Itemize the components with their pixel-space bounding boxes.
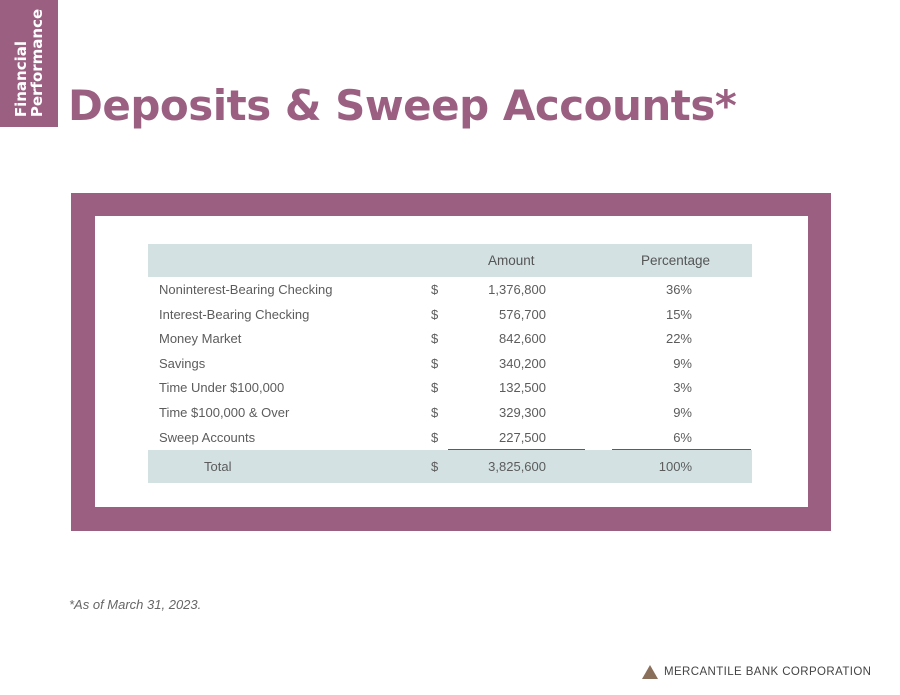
row-currency: $ [431, 404, 439, 420]
table-row [148, 425, 752, 450]
row-currency: $ [431, 306, 439, 322]
section-tab-line-2: Performance [28, 8, 46, 118]
row-currency: $ [431, 429, 439, 445]
table-row [148, 400, 752, 425]
row-amount: 227,500 [499, 429, 546, 445]
section-tab-label [13, 9, 45, 117]
table-header [148, 244, 752, 277]
table-row [148, 351, 752, 376]
header-percentage: Percentage [641, 253, 711, 268]
row-currency: $ [431, 331, 439, 347]
row-amount: 340,200 [499, 355, 546, 371]
total-label: Total [204, 459, 232, 475]
table-row [148, 277, 752, 302]
row-amount: 576,700 [499, 306, 546, 322]
logo-text: MERCANTILE BANK CORPORATION [664, 666, 872, 678]
section-tab-line-1: Financial [12, 40, 30, 118]
row-label: Sweep Accounts [159, 429, 256, 445]
row-percent: 9% [673, 355, 692, 371]
row-amount: 132,500 [499, 380, 546, 396]
row-currency: $ [431, 355, 439, 371]
row-percent: 36% [665, 282, 692, 297]
row-label: Savings [159, 355, 206, 371]
footnote: *As of March 31, 2023. [69, 597, 202, 612]
header-amount: Amount [488, 253, 535, 268]
row-label: Noninterest-Bearing Checking [159, 282, 333, 297]
section-tab [0, 0, 58, 127]
deposits-table [148, 244, 752, 483]
row-label: Time Under $100,000 [159, 380, 285, 396]
total-amount: 3,825,600 [488, 459, 546, 475]
table-frame-inner [95, 216, 808, 507]
row-amount: 329,300 [499, 404, 546, 420]
total-percent: 100% [658, 459, 692, 475]
row-amount: 1,376,800 [488, 282, 546, 297]
company-logo [642, 662, 871, 682]
row-label: Money Market [159, 331, 242, 347]
table-frame [71, 193, 831, 531]
table-row [148, 375, 752, 400]
row-label: Interest-Bearing Checking [159, 306, 310, 322]
row-label: Time $100,000 & Over [159, 404, 290, 420]
table-row [148, 302, 752, 327]
triangle-logo-icon [642, 665, 658, 679]
row-percent: 6% [673, 429, 692, 445]
row-percent: 3% [673, 380, 692, 396]
total-row [148, 450, 752, 483]
row-amount: 842,600 [499, 331, 546, 347]
row-percent: 22% [665, 331, 692, 347]
row-percent: 9% [673, 404, 692, 420]
row-currency: $ [431, 380, 439, 396]
table-body [148, 277, 752, 449]
row-percent: 15% [665, 306, 692, 322]
total-currency: $ [431, 459, 439, 475]
page-title: Deposits & Sweep Accounts* [68, 81, 737, 130]
row-currency: $ [431, 282, 439, 297]
table-row [148, 326, 752, 351]
